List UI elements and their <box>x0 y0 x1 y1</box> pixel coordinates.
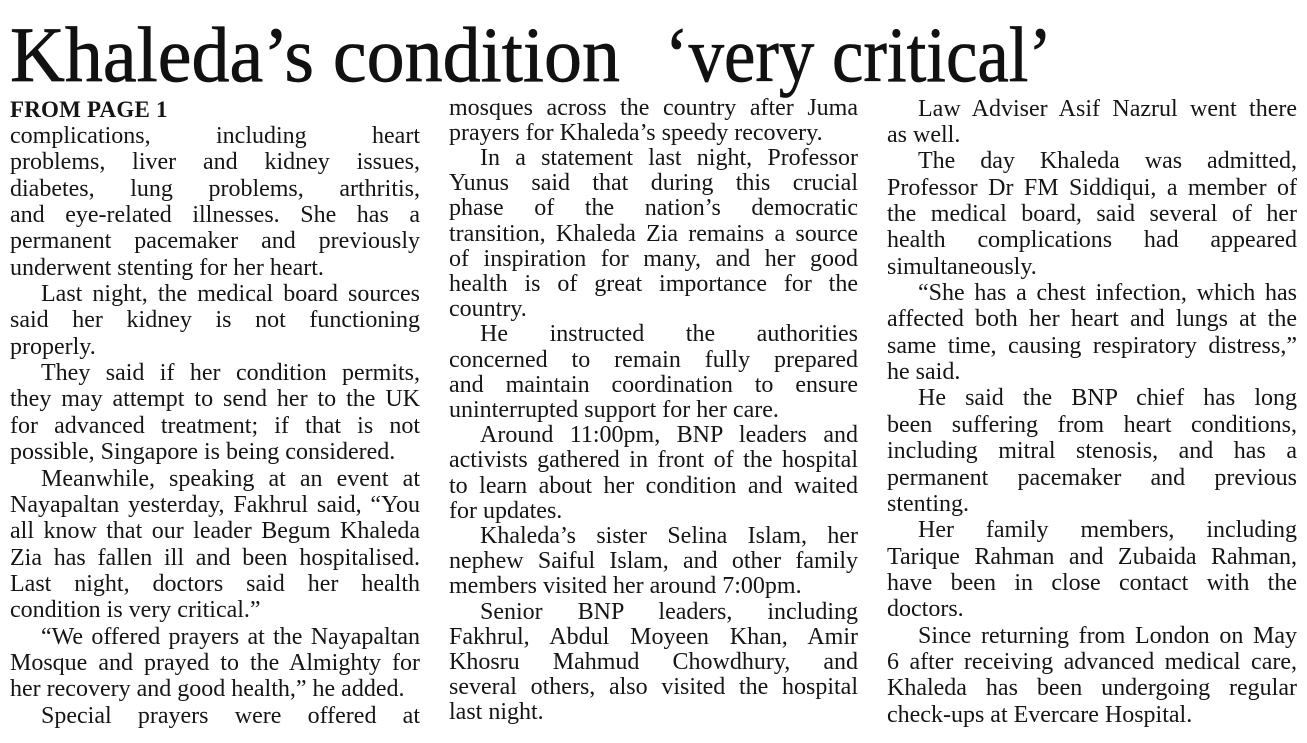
text-line: simultaneously. <box>887 253 1037 280</box>
text-line: her recovery and good health,” he added. <box>10 676 405 703</box>
text-line: Since returning from London on May <box>918 622 1297 649</box>
paragraph <box>449 423 858 524</box>
text-line: Mosque and prayed to the Almighty for <box>10 649 420 676</box>
text-line: same time, causing respiratory distress,” <box>887 332 1297 359</box>
text-line: Last night, the medical board sources <box>41 281 420 308</box>
paragraph <box>10 281 420 360</box>
text-line: doctors. <box>887 596 964 623</box>
text-line: Last night, doctors said her health <box>10 570 420 597</box>
text-line: diabetes, lung problems, arthritis, <box>10 175 420 202</box>
text-line: to learn about her condition and waited <box>449 473 858 499</box>
text-line: Special prayers were offered at <box>41 702 420 729</box>
text-line: of inspiration for many, and her good <box>449 246 858 272</box>
text-line: they may attempt to send her to the UK <box>10 386 420 413</box>
paragraph <box>887 96 1297 149</box>
text-line: Law Adviser Asif Nazrul went there <box>918 95 1297 122</box>
text-line: possible, Singapore is being considered. <box>10 439 396 466</box>
paragraph <box>887 517 1297 622</box>
text-line: Around 11:00pm, BNP leaders and <box>480 423 858 449</box>
text-line: Yunus said that during this crucial <box>449 171 858 197</box>
text-line: Nayapaltan yesterday, Fakhrul said, “You <box>10 491 420 518</box>
paragraph <box>10 703 420 729</box>
paragraph <box>10 466 420 624</box>
text-line: complications, including heart <box>10 123 420 150</box>
text-line: Professor Dr FM Siddiqui, a member of <box>887 174 1297 201</box>
text-line: “We offered prayers at the Nayapaltan <box>41 623 420 650</box>
text-line: affected both her heart and lungs at the <box>887 306 1297 333</box>
text-line: several others, also visited the hospital <box>449 675 858 701</box>
text-line: last night. <box>449 700 544 726</box>
text-line: phase of the nation’s democratic <box>449 196 858 222</box>
text-line: stenting. <box>887 490 969 517</box>
text-line: health complications had appeared <box>887 227 1297 254</box>
paragraph <box>10 360 420 465</box>
text-line: underwent stenting for her heart. <box>10 254 324 281</box>
paragraph <box>10 624 420 703</box>
text-line: health is of great importance for the <box>449 271 858 297</box>
text-line: Senior BNP leaders, including <box>480 599 858 625</box>
text-line: all know that our leader Begum Khaleda <box>10 518 420 545</box>
text-line: as well. <box>887 122 961 149</box>
text-line: he said. <box>887 359 961 386</box>
text-line: problems, liver and kidney issues, <box>10 149 420 176</box>
text-line: permanent pacemaker and previous <box>887 464 1297 491</box>
text-line: Meanwhile, speaking at an event at <box>41 465 420 492</box>
text-line: Khaleda’s sister Selina Islam, her <box>480 523 858 549</box>
article-column <box>449 96 858 726</box>
text-line: and eye-related illnesses. She has a <box>10 202 420 229</box>
paragraph <box>449 524 858 600</box>
headline-quote: ‘very critical’ <box>665 11 1052 98</box>
text-line: for updates. <box>449 498 563 524</box>
text-line: “She has a chest infection, which has <box>918 280 1297 307</box>
text-line: transition, Khaleda Zia remains a source <box>449 221 858 247</box>
paragraph <box>887 385 1297 517</box>
text-line: The day Khaleda was admitted, <box>918 148 1297 175</box>
text-line: Her family members, including <box>918 517 1297 544</box>
jump-line: FROM PAGE 1 <box>10 96 168 122</box>
text-line: He instructed the authorities <box>480 322 858 348</box>
text-line: Fakhrul, Abdul Moyeen Khan, Amir <box>449 624 858 650</box>
text-line: been suffering from heart conditions, <box>887 411 1297 438</box>
paragraph <box>887 148 1297 280</box>
text-line: nephew Saiful Islam, and other family <box>449 549 858 575</box>
text-line: They said if her condition permits, <box>41 360 420 387</box>
text-line: Khosru Mahmud Chowdhury, and <box>449 649 858 675</box>
article-column <box>887 96 1297 728</box>
text-line: concerned to remain fully prepared <box>449 347 858 373</box>
text-line: properly. <box>10 333 96 360</box>
text-line: members visited her around 7:00pm. <box>449 574 802 600</box>
text-line: said her kidney is not functioning <box>10 307 420 334</box>
text-line: activists gathered in front of the hospital <box>449 448 858 474</box>
paragraph <box>887 623 1297 728</box>
article-column <box>10 97 420 729</box>
text-line: the medical board, said several of her <box>887 201 1297 228</box>
text-line: for advanced treatment; if that is not <box>10 412 420 439</box>
text-line: Tarique Rahman and Zubaida Rahman, <box>887 543 1297 570</box>
text-line: permanent pacemaker and previously <box>10 228 420 255</box>
text-line: In a statement last night, Professor <box>480 145 858 171</box>
text-line: and maintain coordination to ensure <box>449 372 858 398</box>
paragraph <box>449 96 858 146</box>
text-line: including mitral stenosis, and has a <box>887 438 1297 465</box>
text-line: Zia has fallen ill and been hospitalised. <box>10 544 420 571</box>
text-line: have been in close contact with the <box>887 569 1297 596</box>
text-line: condition is very critical.” <box>10 597 261 624</box>
text-line: check-ups at Evercare Hospital. <box>887 701 1193 728</box>
paragraph <box>10 123 420 281</box>
paragraph <box>449 600 858 726</box>
text-line: uninterrupted support for her care. <box>449 397 779 423</box>
text-line: prayers for Khaleda’s speedy recovery. <box>449 120 823 146</box>
paragraph <box>449 322 858 423</box>
paragraph <box>887 280 1297 385</box>
text-line: mosques across the country after Juma <box>449 95 858 121</box>
headline-main: Khaleda’s condition <box>10 11 620 98</box>
text-line: Khaleda has been undergoing regular <box>887 675 1297 702</box>
text-line: country. <box>449 297 527 323</box>
text-line: 6 after receiving advanced medical care, <box>887 648 1297 675</box>
text-line: He said the BNP chief has long <box>918 385 1297 412</box>
paragraph <box>449 146 858 322</box>
